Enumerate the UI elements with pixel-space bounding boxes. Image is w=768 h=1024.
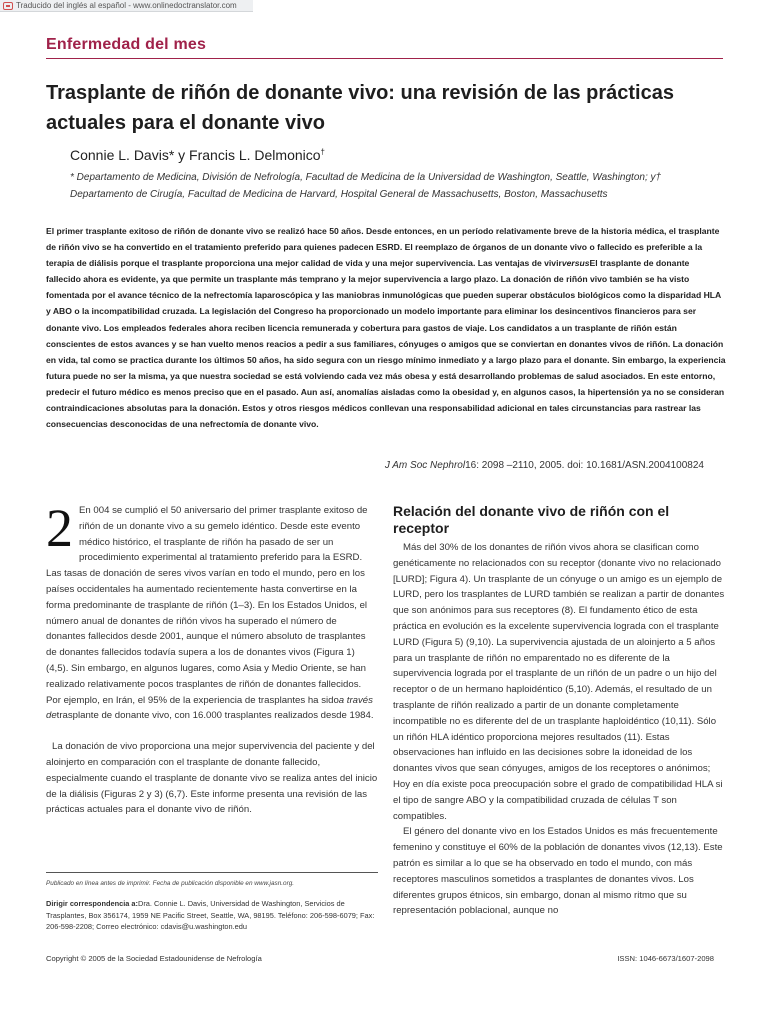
abstract	[46, 223, 726, 432]
author-line	[70, 147, 325, 163]
citation-journal: J Am Soc Nephrol	[384, 460, 466, 471]
body-left-column	[46, 498, 378, 818]
right-paragraph-1: Más del 30% de los donantes de riñón vivos ahora se clasifican como genéticamente no relacionados con su receptor (donante vivo no relacionado [LURD]; Figura 4). Un trasplante de un cónyuge o un amigo es un ejemplo de LURD, pero los trasplantes de LURD también se realizan a partir de donantes que son anónimos para sus receptores (8). El fundamento ético de esta práctica en evolución es la excelente supervivencia lograda con el trasplante LURD (Figura 5) (9,10). La supervivencia ajustada de un aloinjerto a 5 años para un trasplante de riñón no emparentado no es diferente de la supervivencia lograda por el trasplante de un riñón de un padre o un hijo del receptor o de un hermano haploidéntico (5,10). Además, el resultado de un trasplante de riñón realizado a partir de un donante completamente incompatible no es diferente del de un trasplante haploidéntico (10,11). Sólo un riñón HLA idéntico proporciona mejores resultados (11). Estas observaciones han influido en las decisiones sobre la idoneidad de los donantes vivos que sean cónyuges, amigos de los receptores o anónimos; Hoy en día existe poca preocupación sobre el grado de compatibilidad HLA si el tipo de sangre ABO y la compatibilidad cruzada de células T son compatibles.	[393, 542, 725, 822]
intro-paragraph-1	[46, 498, 378, 724]
affiliations: * Departamento de Medicina, División de Nefrología, Facultad de Medicina de la Universidad de Washington, Seattle, Washington; y† Departamento de Cirugía, Facultad de Medicina de Harvard, Hospital General de Massachusetts, Boston, Massachusetts	[70, 172, 662, 200]
author-names: Connie L. Davis* y Francis L. Delmonico	[70, 147, 321, 163]
right-paragraph-2: El género del donante vivo en los Estados Unidos es más frecuentemente femenino y constituye el 60% de la población de donantes vivos (12,13). Este patrón es similar a lo que se ha observado en todo el mundo, con más receptores masculinos sometidos a trasplantes de donantes vivos. Los diferentes grupos étnicos, sin embargo, donan al mismo ritmo que su representación poblacional, aunque no	[393, 826, 723, 917]
section-label: Enfermedad del mes	[46, 36, 207, 53]
correspondence-text: Dra. Connie L. Davis, Universidad de Washington, Servicios de Trasplantes, Box 356174, 1959 NE Pacific Street, Seattle, WA, 98195. Teléfono: 206-598-6079; Fax: 206-598-2208; Correo electrónico: cdavis@u.washington.edu	[46, 899, 375, 932]
article-title: Trasplante de riñón de donante vivo: una revisión de las prácticas actuales para el donante vivo	[46, 82, 674, 134]
translator-banner-text[interactable]: Traducido del inglés al español - www.onlinedoctranslator.com	[16, 1, 237, 10]
section-heading: Relación del donante vivo de riñón con el receptor	[393, 503, 670, 536]
drop-cap: 2	[46, 498, 73, 558]
citation-details: 16: 2098 –2110, 2005. doi: 10.1681/ASN.2004100824	[465, 460, 704, 471]
body-right-column	[393, 503, 725, 919]
section-divider	[46, 58, 723, 59]
intro-paragraph-2: La donación de vivo proporciona una mejor supervivencia del paciente y del aloinjerto en comparación con el trasplante de donante fallecido, especialmente cuando el trasplante de donante vivo se realiza antes del inicio de la diálisis (Figuras 2 y 3) (6,7). Este informe presenta una revisión de las prácticas actuales para el donante vivo de riñón.	[46, 741, 378, 816]
copyright-notice: Copyright © 2005 de la Sociedad Estadounidense de Nefrología	[46, 954, 262, 963]
footnote-divider	[46, 872, 378, 873]
correspondence-label: Dirigir correspondencia a:	[46, 899, 138, 908]
footnote-correspondence	[46, 898, 378, 933]
intro-text-b: trasplante de donante vivo, con 16.000 trasplantes realizados desde 1984.	[56, 710, 374, 722]
issn: ISSN: 1046-6673/1607-2098	[617, 954, 714, 963]
intro-text-a: En 004 se cumplió el 50 aniversario del primer trasplante exitoso de riñón de un donante vivo a su gemelo idéntico. Desde este evento médico histórico, el trasplante de riñón ha pasado de ser un procedimiento experimental al tratamiento preferido para la ESRD. Las tasas de donación de seres vivos varían en todo el mundo, pero en los países occidentales ha aumentado recientemente hasta convertirse en la forma predominante de trasplante de riñón (1–3). En los Estados Unidos, el número anual de donantes de riñón vivos ha superado el número de donantes fallecidos desde 2001, aunque el número absoluto de trasplantes de donantes fallecidos todavía supera a los de donantes vivos (Figura 1) (4,5). Sin embargo, en algunos lugares, como Asia y Medio Oriente, se han realizado relativamente pocos trasplantes de riñón de donantes fallecidos. Por ejemplo, en Irán, el 95% de la experiencia de trasplantes ha sido	[46, 505, 368, 706]
author-dagger: †	[320, 147, 325, 157]
translator-banner[interactable]	[0, 0, 253, 12]
translate-icon	[3, 2, 13, 10]
abstract-versus: versus	[561, 258, 590, 269]
footnote-published: Publicado en línea antes de imprimir. Fecha de publicación disponible en www.jasn.org.	[46, 880, 295, 887]
abstract-part1: El primer trasplante exitoso de riñón de donante vivo se realizó hace 50 años. Desde entonces, en un período relativamente breve de la historia médica, el trasplante de riñón vivo se ha convertido en el tratamiento preferido para quienes padecen ESRD. El reemplazo de órganos de un donante vivo o fallecido es preferible a la terapia de diálisis porque el trasplante proporciona una mejor calidad de vida y una mejor supervivencia. Las ventajas de vivir	[46, 226, 720, 269]
citation	[300, 460, 704, 471]
intro-italic: a través de	[46, 694, 373, 722]
abstract-part2: El trasplante de donante fallecido ahora es evidente, ya que permite un trasplante más temprano y la mejor supervivencia a largo plazo. La donación de riñón vivo también se ha visto fomentada por el avance técnico de la nefrectomía laparoscópica y las maniobras inmunológicas que pueden superar obstáculos biológicos como la disparidad HLA y ABO o la incompatibilidad cruzada. La legislación del Congreso ha proporcionado un modelo importante para eliminar los desincentivos financieros para ser donante vivo. Los empleados federales ahora reciben licencia remunerada y cobertura para gastos de viaje. Los candidatos a un trasplante de riñón están conscientes de estos avances y se han vuelto menos reacios a pedir a sus familiares, cónyuges o amigos que se conviertan en donantes vivos de riñón. La donación en vida, tal como se practica durante los últimos 50 años, ha sido segura con un riesgo mínimo inmediato y a largo plazo para el donante. Sin embargo, la experiencia futura puede no ser la misma, ya que nuestra sociedad se está volviendo cada vez más obesa y está desarrollando problemas de salud asociados. En este entorno, predecir el futuro médico es menos preciso que en el pasado. Aun así, anomalías aisladas como la obesidad y, en algunos casos, la hipertensión ya no se consideran contraindicaciones absolutas para la donación. Estos y otros riesgos médicos conllevan una responsabilidad adicional en tales circunstancias para rastrear las consecuencias desconocidas de una nefrectomía de donante vivo.	[46, 258, 726, 430]
